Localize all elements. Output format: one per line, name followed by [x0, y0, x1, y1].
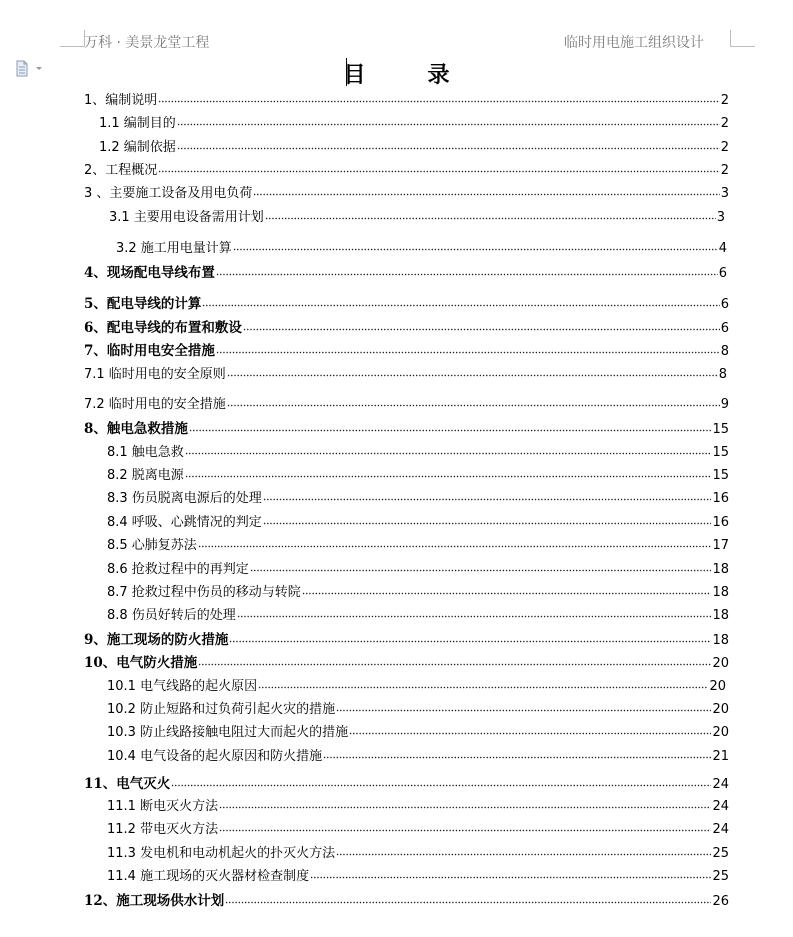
toc-dot-leader: [219, 798, 711, 810]
toc-entry-page-number: 15: [712, 445, 729, 460]
toc-entry-page-number: 24: [712, 822, 729, 837]
toc-entry-page-number: 18: [712, 585, 729, 600]
toc-dot-leader: [336, 701, 711, 713]
toc-entry-page-number: 20: [709, 679, 726, 694]
toc-dot-leader: [177, 139, 720, 151]
toc-entry[interactable]: [107, 701, 729, 719]
toc-entry-page-number: 18: [712, 633, 729, 648]
toc-dot-leader: [336, 845, 711, 857]
toc-entry-label: 11.3 发电机和电动机起火的扑灭火方法: [107, 846, 336, 861]
toc-entry-page-number: 4: [718, 241, 727, 256]
toc-dot-leader: [158, 162, 719, 174]
toc-entry-page-number: 2: [720, 116, 729, 131]
toc-entry-page-number: 6: [718, 266, 727, 281]
toc-entry-page-number: 9: [720, 397, 729, 412]
toc-entry[interactable]: [84, 295, 729, 313]
toc-entry[interactable]: [84, 654, 729, 672]
toc-entry-page-number: 2: [720, 93, 729, 108]
toc-entry[interactable]: [109, 209, 725, 227]
toc-entry-label: 8、触电急救措施: [84, 421, 188, 437]
toc-entry-label: 1.2 编制依据: [99, 140, 176, 155]
toc-entry[interactable]: [107, 607, 729, 625]
toc-dot-leader: [216, 265, 718, 277]
toc-dot-leader: [265, 209, 716, 221]
toc-dot-leader: [310, 868, 711, 880]
toc-entry[interactable]: [107, 490, 729, 508]
toc-entry-page-number: 8: [718, 367, 727, 382]
toc-entry-page-number: 6: [720, 321, 729, 336]
toc-entry[interactable]: [107, 467, 729, 485]
toc-entry[interactable]: [84, 319, 729, 337]
toc-entry[interactable]: [99, 139, 729, 157]
toc-entry[interactable]: [84, 366, 727, 384]
toc-entry-page-number: 20: [712, 656, 729, 671]
toc-dot-leader: [227, 396, 720, 408]
toc-entry-label: 8.5 心肺复苏法: [107, 538, 197, 553]
toc-dot-leader: [237, 607, 712, 619]
toc-entry[interactable]: [84, 264, 727, 282]
toc-dot-leader: [158, 92, 719, 104]
toc-entry-page-number: 2: [720, 140, 729, 155]
toc-dot-leader: [219, 821, 711, 833]
toc-entry-page-number: 17: [712, 538, 729, 553]
toc-entry[interactable]: [107, 724, 729, 742]
toc-dot-leader: [171, 776, 711, 788]
toc-entry-page-number: 6: [720, 297, 729, 312]
toc-dot-leader: [263, 514, 712, 526]
toc-entry-label: 9、施工现场的防火措施: [84, 632, 229, 648]
toc-entry-page-number: 20: [712, 725, 729, 740]
toc-dot-leader: [258, 678, 708, 690]
toc-dot-leader: [243, 320, 720, 332]
toc-dot-leader: [229, 632, 711, 644]
toc-entry[interactable]: [107, 678, 726, 696]
toc-entry[interactable]: [84, 892, 729, 910]
toc-entry-page-number: 24: [712, 799, 729, 814]
toc-entry-label: 10、电气防火措施: [84, 655, 198, 671]
toc-dot-leader: [250, 561, 712, 573]
toc-entry[interactable]: [84, 396, 729, 414]
toc-entry-page-number: 16: [712, 515, 729, 530]
toc-entry-label: 7、临时用电安全措施: [84, 343, 215, 359]
toc-dot-leader: [225, 893, 711, 905]
toc-entry-label: 8.8 伤员好转后的处理: [107, 608, 236, 623]
toc-dot-leader: [189, 421, 712, 433]
toc-entry-label: 11.1 断电灭火方法: [107, 799, 219, 814]
toc-entry[interactable]: [107, 444, 729, 462]
toc-entry-label: 12、施工现场供水计划: [84, 893, 225, 909]
toc-entry-label: 3 、主要施工设备及用电负荷: [84, 186, 253, 201]
toc-dot-leader: [323, 748, 711, 760]
toc-dot-leader: [185, 444, 712, 456]
toc-dot-leader: [185, 467, 712, 479]
toc-entry[interactable]: [84, 162, 729, 180]
toc-entry-page-number: 21: [712, 749, 729, 764]
toc-entry-label: 3.1 主要用电设备需用计划: [109, 210, 264, 225]
toc-entry-page-number: 18: [712, 562, 729, 577]
toc-entry-label: 10.4 电气设备的起火原因和防火措施: [107, 749, 323, 764]
toc-entry[interactable]: [84, 342, 729, 360]
header-right-text: 临时用电施工组织设计: [564, 35, 704, 51]
toc-dot-leader: [302, 584, 712, 596]
toc-entry-label: 2、工程概况: [84, 163, 158, 178]
toc-entry-label: 5、配电导线的计算: [84, 296, 202, 312]
toc-entry-label: 10.3 防止线路接触电阻过大而起火的措施: [107, 725, 349, 740]
toc-dot-leader: [216, 343, 720, 355]
toc-dot-leader: [177, 115, 720, 127]
toc-entry[interactable]: [84, 92, 729, 110]
toc-entry[interactable]: [107, 514, 729, 532]
title-char-2: 录: [427, 62, 450, 88]
toc-entry-label: 7.1 临时用电的安全原则: [84, 367, 226, 382]
toc-entry-label: 4、现场配电导线布置: [84, 265, 215, 281]
toc-entry-label: 6、配电导线的布置和敷设: [84, 320, 242, 336]
toc-entry-label: 7.2 临时用电的安全措施: [84, 397, 226, 412]
toc-dot-leader: [253, 185, 719, 197]
toc-entry-label: 8.4 呼吸、心跳情况的判定: [107, 515, 262, 530]
toc-entry-label: 1.1 编制目的: [99, 116, 176, 131]
toc-dot-leader: [233, 240, 718, 252]
toc-entry-label: 1、编制说明: [84, 93, 158, 108]
header-left-text: 万科 · 美景龙堂工程: [84, 35, 210, 51]
toc-entry[interactable]: [99, 115, 729, 133]
toc-entry-label: 11.2 带电灭火方法: [107, 822, 219, 837]
toc-entry-page-number: 3: [716, 210, 725, 225]
toc-entry[interactable]: [107, 821, 729, 839]
toc-entry[interactable]: [107, 748, 729, 766]
toc-dot-leader: [198, 655, 711, 667]
toc-entry[interactable]: [84, 185, 729, 203]
toc-entry-page-number: 15: [712, 468, 729, 483]
toc-entry-page-number: 16: [712, 491, 729, 506]
toc-entry[interactable]: [107, 845, 729, 863]
toc-entry-page-number: 24: [712, 777, 729, 792]
toc-entry-label: 8.3 伤员脱离电源后的处理: [107, 491, 262, 506]
toc-entry-label: 11、电气灭火: [84, 776, 171, 792]
toc-entry-label: 3.2 施工用电量计算: [116, 241, 232, 256]
toc-entry-page-number: 25: [712, 869, 729, 884]
toc-entry-label: 8.6 抢救过程中的再判定: [107, 562, 249, 577]
toc-entry-page-number: 8: [720, 344, 729, 359]
toc-dot-leader: [349, 724, 711, 736]
toc-entry[interactable]: [84, 775, 729, 793]
toc-entry-page-number: 2: [720, 163, 729, 178]
toc-entry[interactable]: [107, 537, 729, 555]
toc-entry[interactable]: [84, 420, 729, 438]
toc-entry[interactable]: [107, 868, 729, 886]
toc-entry-label: 8.2 脱离电源: [107, 468, 184, 483]
toc-dot-leader: [227, 366, 718, 378]
toc-dot-leader: [263, 490, 712, 502]
toc-entry-page-number: 15: [712, 422, 729, 437]
toc-entry[interactable]: [84, 631, 729, 649]
toc-entry-page-number: 25: [712, 846, 729, 861]
toc-entry-label: 8.7 抢救过程中伤员的移动与转院: [107, 585, 301, 600]
toc-entry-page-number: 20: [712, 702, 729, 717]
toc-entry[interactable]: [107, 798, 729, 816]
toc-dot-leader: [202, 296, 719, 308]
toc-entry-label: 10.1 电气线路的起火原因: [107, 679, 258, 694]
title-char-1: 目: [343, 62, 366, 88]
toc-entry-page-number: 3: [720, 186, 729, 201]
toc-dot-leader: [198, 537, 712, 549]
toc-entry-label: 8.1 触电急救: [107, 445, 184, 460]
toc-entry-page-number: 18: [712, 608, 729, 623]
toc-entry-label: 10.2 防止短路和过负荷引起火灾的措施: [107, 702, 336, 717]
toc-entry[interactable]: [116, 240, 727, 258]
toc-entry[interactable]: [107, 584, 729, 602]
toc-entry-label: 11.4 施工现场的灭火器材检查制度: [107, 869, 310, 884]
toc-entry[interactable]: [107, 561, 729, 579]
toc-entry-page-number: 26: [712, 894, 729, 909]
